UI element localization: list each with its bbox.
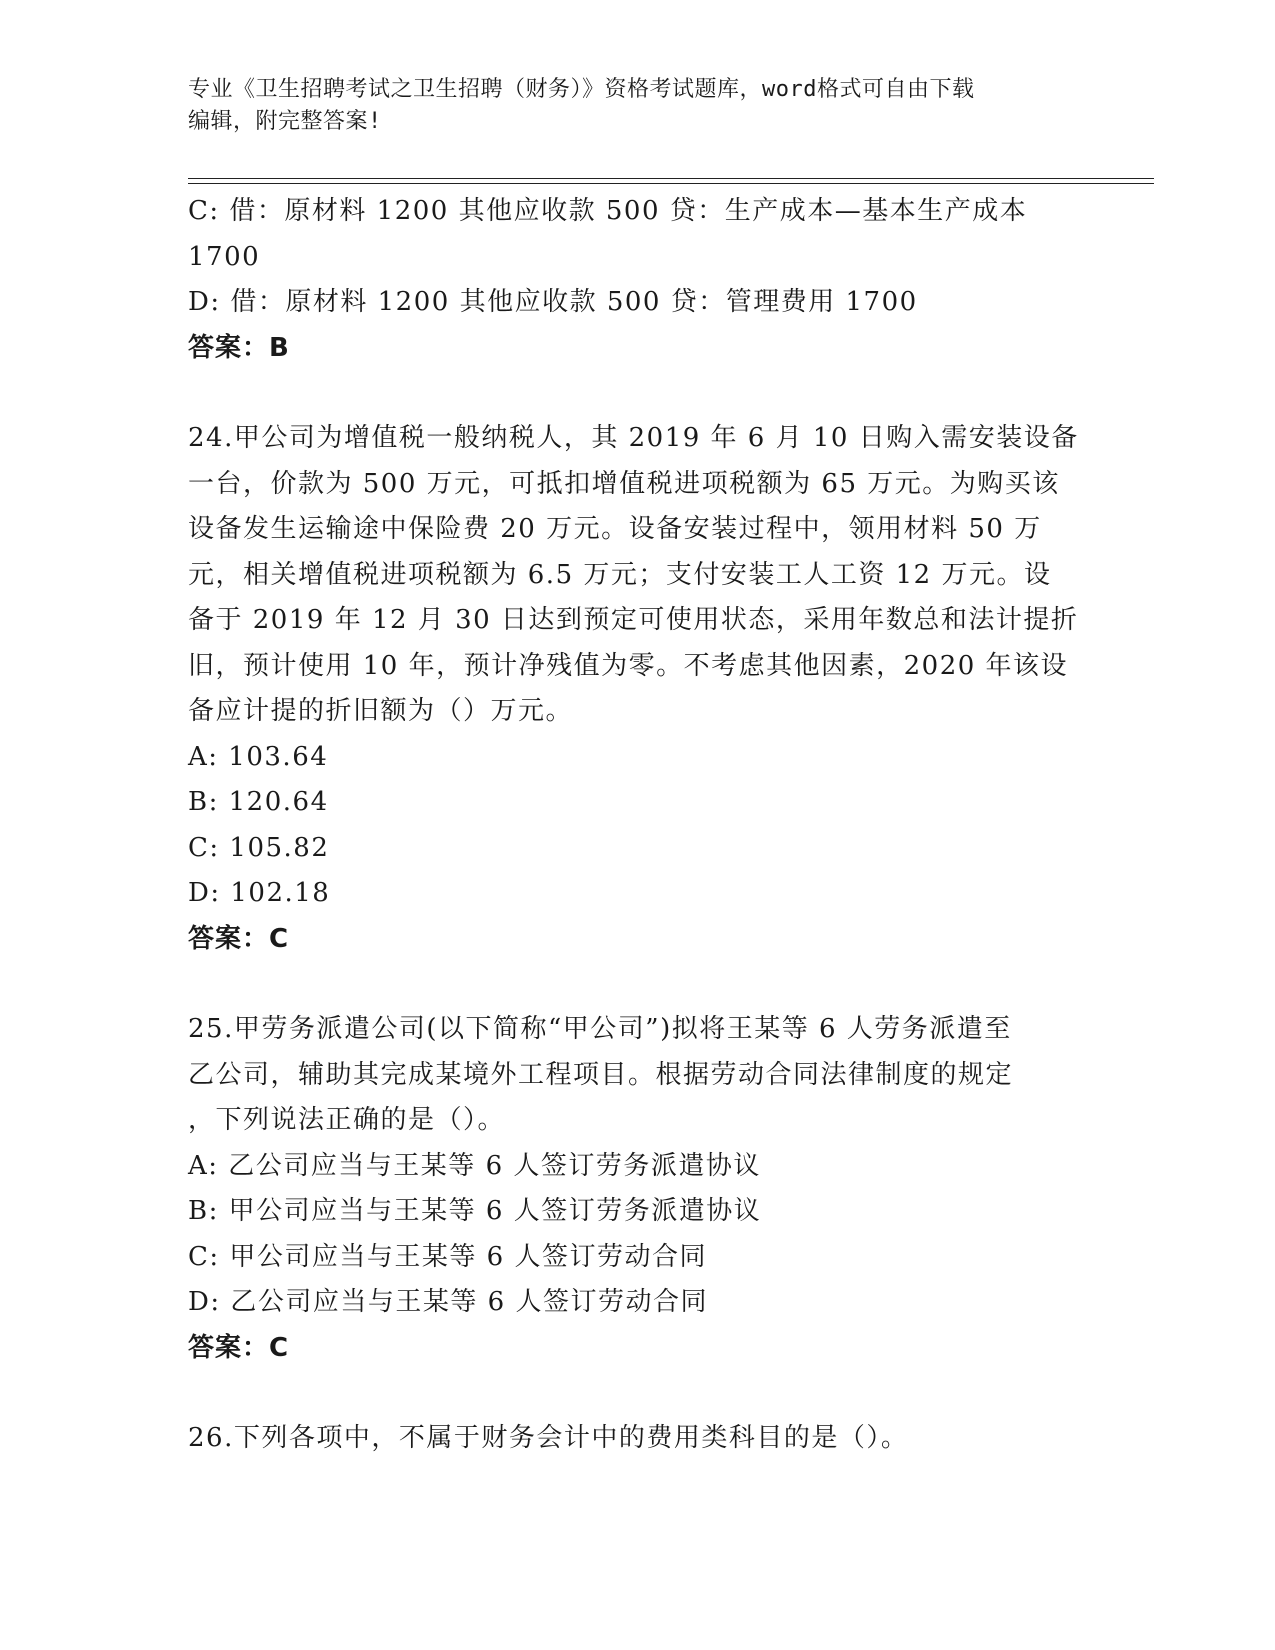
document-header — [188, 74, 1088, 138]
prev-option-c-line-1: C: 借：原材料 1200 其他应收款 500 贷：生产成本—基本生产成本 — [188, 196, 1028, 226]
question-25-option-b: B: 甲公司应当与王某等 6 人签订劳务派遣协议 — [188, 1196, 762, 1226]
question-26 — [188, 1416, 1088, 1462]
question-25-line: 25.甲劳务派遣公司(以下简称“甲公司”)拟将王某等 6 人劳务派遣至 — [188, 1014, 1012, 1044]
question-24 — [188, 416, 1088, 962]
question-24-line: 备于 2019 年 12 月 30 日达到预定可使用状态，采用年数总和法计提折 — [188, 605, 1079, 635]
header-line-2: 编辑，附完整答案! — [188, 109, 382, 134]
question-25-answer: 答案：C — [188, 1332, 290, 1363]
header-divider-bottom — [188, 183, 1154, 184]
question-25-option-c: C: 甲公司应当与王某等 6 人签订劳动合同 — [188, 1241, 707, 1272]
question-24-option-c: C: 105.82 — [188, 832, 330, 863]
spacer — [188, 962, 1088, 1007]
header-line-1: 专业《卫生招聘考试之卫生招聘（财务）》资格考试题库，word格式可自由下载 — [188, 77, 975, 102]
question-24-line: 旧，预计使用 10 年，预计净残值为零。不考虑其他因素，2020 年该设 — [188, 650, 1069, 681]
question-24-option-a: A: 103.64 — [188, 741, 329, 772]
question-25-line: 乙公司，辅助其完成某境外工程项目。根据劳动合同法律制度的规定 — [188, 1059, 1014, 1090]
spacer — [188, 1371, 1088, 1416]
question-25-line: ，下列说法正确的是（）。 — [188, 1105, 506, 1135]
prev-question — [188, 189, 1088, 371]
question-25 — [188, 1007, 1088, 1371]
prev-answer: 答案：B — [188, 332, 290, 363]
question-24-option-b: B: 120.64 — [188, 787, 329, 817]
question-24-line: 设备发生运输途中保险费 20 万元。设备安装过程中，领用材料 50 万 — [188, 514, 1042, 544]
question-24-line: 24.甲公司为增值税一般纳税人，其 2019 年 6 月 10 日购入需安装设备 — [188, 423, 1079, 453]
question-24-answer: 答案：C — [188, 923, 290, 954]
question-25-option-d: D: 乙公司应当与王某等 6 人签订劳动合同 — [188, 1287, 708, 1317]
spacer — [188, 371, 1088, 416]
prev-option-d: D: 借：原材料 1200 其他应收款 500 贷：管理费用 1700 — [188, 287, 918, 317]
question-24-line: 备应计提的折旧额为（）万元。 — [188, 696, 574, 726]
question-content — [188, 189, 1088, 1462]
header-divider-top — [188, 178, 1154, 179]
question-24-line: 元，相关增值税进项税额为 6.5 万元；支付安装工人工资 12 万元。设 — [188, 559, 1052, 590]
question-26-line: 26.下列各项中，不属于财务会计中的费用类科目的是（）。 — [188, 1423, 909, 1453]
question-24-line: 一台，价款为 500 万元，可抵扣增值税进项税额为 65 万元。为购买该 — [188, 468, 1060, 499]
question-24-option-d: D: 102.18 — [188, 878, 331, 908]
prev-option-c-line-2: 1700 — [188, 241, 261, 272]
question-25-option-a: A: 乙公司应当与王某等 6 人签订劳务派遣协议 — [188, 1150, 761, 1181]
